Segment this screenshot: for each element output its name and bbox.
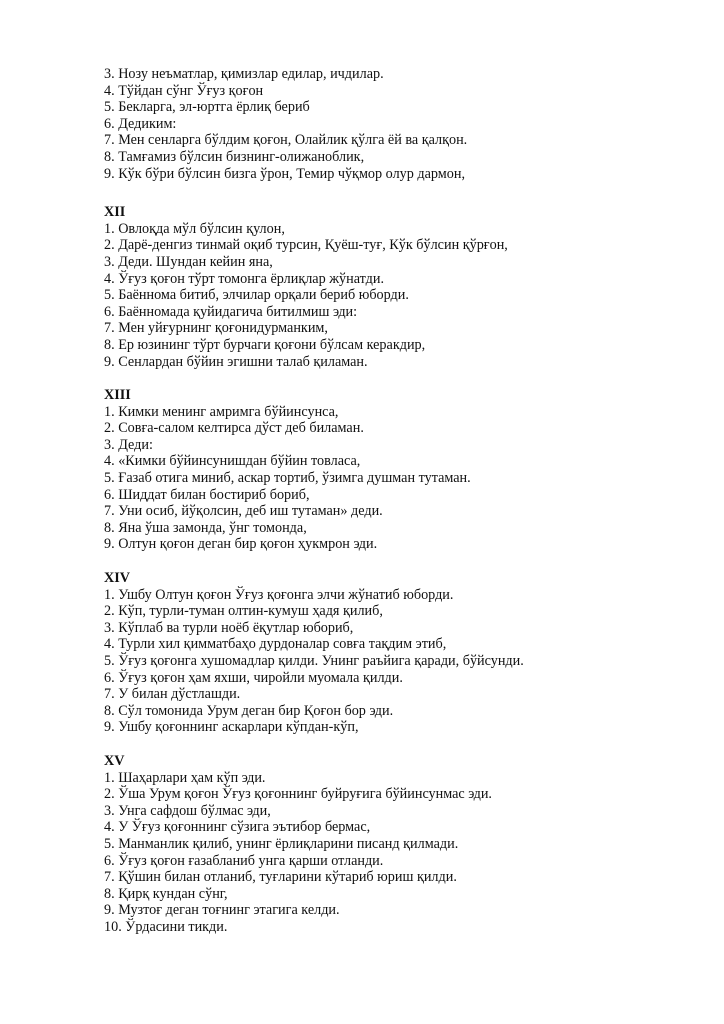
verse-line: 3. Кўплаб ва турли ноёб ёқутлар юбориб,	[104, 619, 354, 636]
verse-line: 8. Сўл томонида Урум деган бир Қоғон бор эди.	[104, 702, 394, 719]
verse-line: 8. Ер юзининг тўрт бурчаги қоғони бўлсам керакдир,	[104, 336, 426, 353]
verse-line: 6. Баённомада қуйидагича битилмиш эди:	[104, 303, 358, 320]
verse-line: 4. У Ўғуз қоғоннинг сўзига эътибор бермас,	[104, 819, 371, 836]
verse-line: 3. Нозу неъматлар, қимизлар едилар, ичдилар.	[104, 66, 384, 82]
verse-line: 4. Ўғуз қоғон тўрт томонга ёрлиқлар жўнатди.	[104, 270, 385, 287]
section-xii	[104, 204, 684, 370]
section-xv	[104, 753, 684, 936]
verse-line: 1. Шаҳарлари ҳам кўп эди.	[104, 769, 266, 786]
verse-line: 3. Унга сафдош бўлмас эди,	[104, 802, 271, 819]
verse-line: 5. Баённома битиб, элчилар орқали бериб юборди.	[104, 287, 409, 304]
verse-line: 6. Ўғуз қоғон ҳам яхши, чиройли муомала қилди.	[104, 669, 403, 686]
verse-line: 8. Қирқ кундан сўнг,	[104, 885, 228, 902]
verse-line: 2. Дарё-денгиз тинмай оқиб турсин, Қуёш-туғ, Кўк бўлсин қўрғон,	[104, 237, 508, 254]
verse-line: 4. «Кимки бўйинсунишдан бўйин товласа,	[104, 453, 361, 470]
verse-line: 1. Ушбу Олтун қоғон Ўғуз қоғонга элчи жўнатиб юборди.	[104, 586, 454, 603]
section-xiv	[104, 570, 684, 736]
section-heading: XII	[104, 204, 126, 221]
verse-line: 4. Тўйдан сўнг Ўғуз қоғон	[104, 82, 264, 99]
verse-line: 7. Мен сенларга бўлдим қоғон, Олайлик қўлга ёй ва қалқон.	[104, 132, 468, 149]
verse-line: 4. Турли хил қимматбаҳо дурдоналар совға тақдим этиб,	[104, 636, 447, 653]
verse-line: 7. Мен уйғурнинг қоғонидурманким,	[104, 320, 328, 337]
verse-line: 2. Совға-салом келтирса дўст деб биламан.	[104, 420, 364, 437]
verse-line: 8. Тамғамиз бўлсин бизнинг-олижаноблик,	[104, 148, 365, 165]
section-xiii	[104, 387, 684, 553]
verse-line: 2. Кўп, турли-туман олтин-кумуш ҳадя қилиб,	[104, 603, 383, 620]
verse-line: 9. Олтун қоғон деган бир қоғон ҳукмрон эди.	[104, 536, 378, 553]
verse-line: 10. Ўрдасини тикди.	[104, 918, 228, 935]
verse-line: 6. Дедиким:	[104, 115, 177, 132]
verse-line: 5. Манманлик қилиб, унинг ёрлиқларини писанд қилмади.	[104, 835, 459, 852]
verse-line: 9. Ушбу қоғоннинг аскарлари кўпдан-кўп,	[104, 719, 359, 736]
lead-verses	[104, 66, 684, 182]
verse-line: 5. Ўғуз қоғонга хушомадлар қилди. Унинг раъйига қаради, бўйсунди.	[104, 653, 524, 669]
verse-line: 7. Уни осиб, йўқолсин, деб иш тутаман» деди.	[104, 503, 383, 520]
verse-line: 2. Ўша Урум қоғон Ўғуз қоғоннинг буйруғига бўйинсунмас эди.	[104, 786, 492, 803]
text-column	[104, 66, 684, 936]
verse-line: 9. Кўк бўри бўлсин бизга ўрон, Темир чўқмор олур дармон,	[104, 165, 465, 182]
verse-line: 3. Деди. Шундан кейин яна,	[104, 253, 273, 270]
verse-line: 7. У билан дўстлашди.	[104, 686, 241, 703]
verse-line: 5. Ғазаб отига миниб, аскар тортиб, ўзимга душман тутаман.	[104, 470, 471, 487]
verse-line: 1. Овлоқда мўл бўлсин қулон,	[104, 220, 285, 237]
verse-line: 8. Яна ўша замонда, ўнг томонда,	[104, 519, 307, 536]
verse-line: 9. Сенлардан бўйин эгишни талаб қиламан.	[104, 353, 368, 370]
section-heading: XIII	[104, 387, 131, 404]
verse-line: 9. Музтоғ деган тоғнинг этагига келди.	[104, 902, 340, 919]
verse-line: 1. Кимки менинг амримга бўйинсунса,	[104, 403, 339, 420]
verse-line: 5. Бекларга, эл-юртга ёрлиқ бериб	[104, 99, 310, 116]
section-heading: XV	[104, 752, 125, 769]
section-heading: XIV	[104, 570, 131, 587]
verse-line: 3. Деди:	[104, 436, 153, 453]
verse-line: 6. Ўғуз қоғон ғазабланиб унга қарши отланди.	[104, 852, 384, 869]
verse-line: 6. Шиддат билан бостириб бориб,	[104, 486, 310, 503]
verse-line: 7. Қўшин билан отланиб, туғларини кўтариб юриш қилди.	[104, 869, 457, 886]
